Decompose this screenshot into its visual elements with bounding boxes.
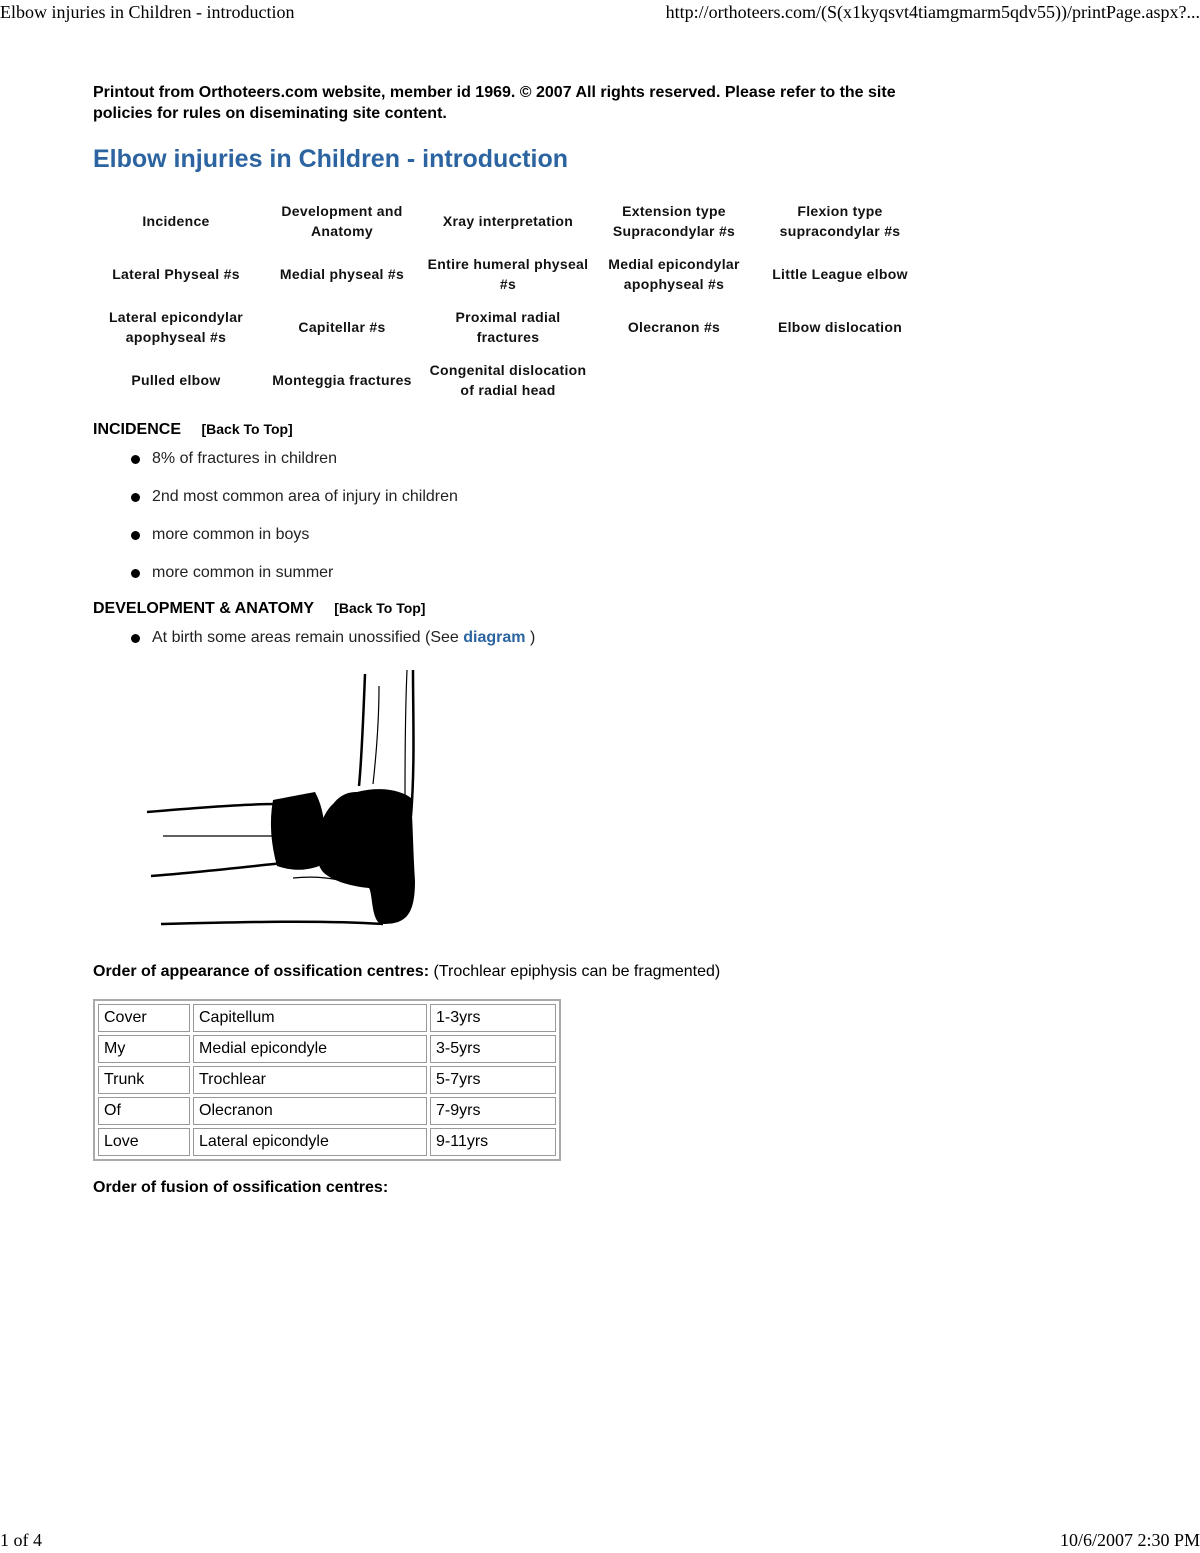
back-to-top-link[interactable]: [Back To Top]	[201, 421, 293, 437]
list-item	[131, 628, 923, 648]
print-datetime: 10/6/2007 2:30 PM	[1059, 1530, 1200, 1550]
diagram-link[interactable]: diagram	[463, 629, 526, 646]
ossification-table	[93, 999, 561, 1161]
nav-link[interactable]: Lateral epicondylar apophyseal #s	[108, 309, 244, 345]
page-number: 1 of 4	[0, 1530, 42, 1550]
nav-link[interactable]: Capitellar #s	[298, 318, 386, 335]
table-cell: 1-3yrs	[430, 1004, 556, 1032]
nav-link[interactable]: Elbow dislocation	[777, 318, 903, 335]
nav-link[interactable]: Medial epicondylar apophyseal #s	[608, 256, 740, 292]
development-item-text: At birth some areas remain unossified (See	[152, 629, 464, 646]
print-header-url: http://orthoteers.com/(S(x1kyqsvt4tiamgmarm5qdv55))/printPage.aspx?...	[665, 2, 1200, 22]
page-content	[93, 82, 923, 1197]
table-row	[98, 1097, 556, 1125]
table-row	[98, 1004, 556, 1032]
incidence-heading: INCIDENCE	[93, 421, 182, 438]
nav-link[interactable]: Flexion type supracondylar #s	[779, 203, 901, 239]
table-row	[98, 1066, 556, 1094]
table-cell: 3-5yrs	[430, 1035, 556, 1063]
table-cell: Capitellum	[193, 1004, 427, 1032]
development-heading: DEVELOPMENT & ANATOMY	[93, 600, 314, 617]
ossification-order-note: (Trochlear epiphysis can be fragmented)	[429, 963, 721, 980]
nav-link[interactable]: Incidence	[142, 212, 210, 229]
elbow-diagram-image	[143, 666, 423, 928]
section-heading-incidence	[93, 418, 923, 441]
table-cell: Trunk	[98, 1066, 190, 1094]
nav-link[interactable]: Development and Anatomy	[281, 203, 403, 239]
list-item: more common in summer	[131, 563, 923, 583]
table-cell: 9-11yrs	[430, 1128, 556, 1156]
table-row	[98, 1128, 556, 1156]
table-cell: Trochlear	[193, 1066, 427, 1094]
nav-link[interactable]: Lateral Physeal #s	[112, 265, 240, 282]
incidence-list	[93, 449, 923, 583]
table-cell: 7-9yrs	[430, 1097, 556, 1125]
table-cell: 5-7yrs	[430, 1066, 556, 1094]
print-header-title: Elbow injuries in Children - introduction	[0, 2, 295, 22]
nav-link[interactable]: Monteggia fractures	[272, 371, 412, 388]
ossification-order-paragraph	[93, 962, 923, 982]
nav-link[interactable]: Proximal radial fractures	[455, 309, 561, 345]
table-cell: Lateral epicondyle	[193, 1128, 427, 1156]
fusion-heading: Order of fusion of ossification centres:	[93, 1179, 389, 1196]
nav-link[interactable]: Little League elbow	[772, 265, 908, 282]
list-item: 8% of fractures in children	[131, 449, 923, 469]
table-cell: Olecranon	[193, 1097, 427, 1125]
nav-link[interactable]: Extension type Supracondylar #s	[612, 203, 736, 239]
ossification-order-label: Order of appearance of ossification centres:	[93, 963, 430, 980]
list-item: more common in boys	[131, 525, 923, 545]
topic-navigation	[93, 200, 923, 402]
table-cell: Of	[98, 1097, 190, 1125]
print-footer	[0, 1529, 1200, 1551]
print-header	[0, 2, 1200, 24]
nav-link[interactable]: Entire humeral physeal #s	[427, 256, 589, 292]
table-row	[98, 1035, 556, 1063]
list-item: 2nd most common area of injury in children	[131, 487, 923, 507]
nav-link[interactable]: Xray interpretation	[442, 212, 574, 229]
table-cell: Medial epicondyle	[193, 1035, 427, 1063]
nav-link[interactable]: Pulled elbow	[131, 371, 221, 388]
nav-link[interactable]: Medial physeal #s	[279, 265, 405, 282]
nav-link[interactable]: Olecranon #s	[627, 318, 721, 335]
table-cell: My	[98, 1035, 190, 1063]
development-list	[93, 628, 923, 648]
nav-link[interactable]: Congenital dislocation of radial head	[429, 362, 587, 398]
development-item-suffix: )	[525, 629, 536, 646]
table-cell: Love	[98, 1128, 190, 1156]
section-heading-development	[93, 597, 923, 620]
copyright-notice: Printout from Orthoteers.com website, member id 1969. © 2007 All rights reserved. Please refer to the site policies for rules on diseminating site content.	[93, 84, 896, 122]
back-to-top-link[interactable]: [Back To Top]	[334, 600, 426, 616]
page-title: Elbow injuries in Children - introduction	[93, 145, 568, 173]
table-cell: Cover	[98, 1004, 190, 1032]
